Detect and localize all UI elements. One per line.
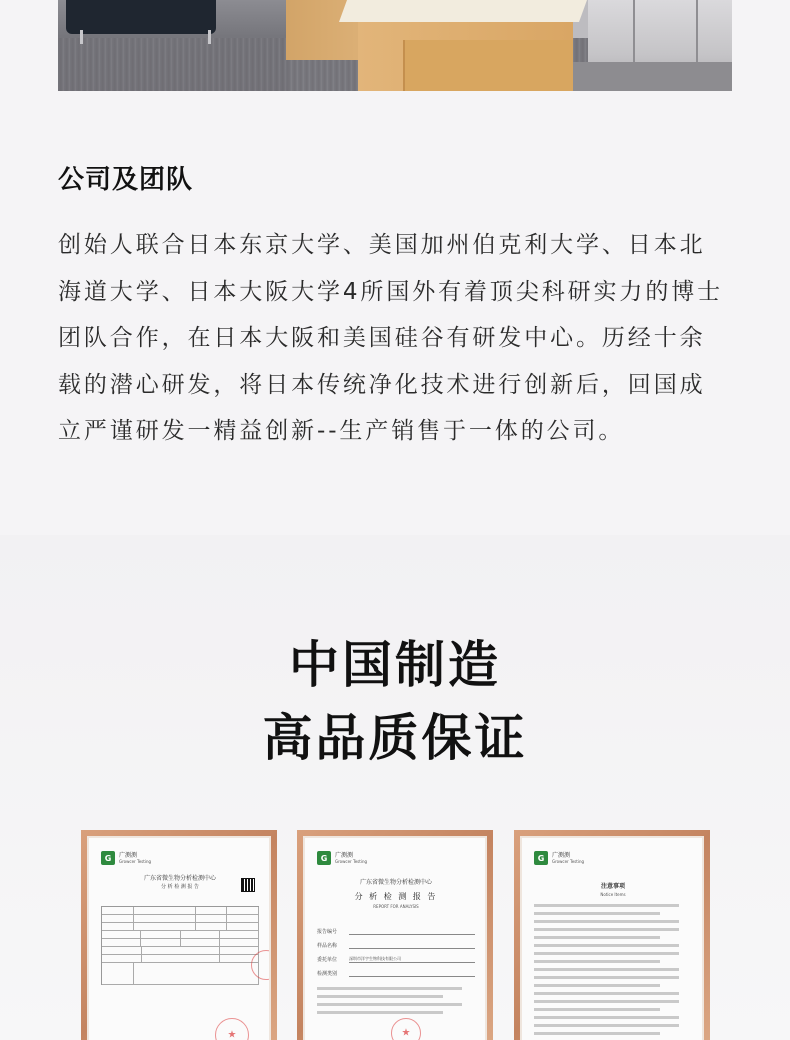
logo-name-en: Growcer Testing: [552, 859, 585, 864]
red-seal-icon: ★: [391, 1018, 421, 1040]
photo-sofa-leg: [208, 30, 211, 44]
quality-title-line2: 高品质保证: [262, 709, 528, 767]
company-description: [58, 222, 738, 455]
certificate-logo: [101, 850, 259, 866]
description-line: 团队合作，在日本大阪和美国硅谷有研发中心。历经十余: [58, 325, 706, 351]
certificate-table: [101, 906, 259, 985]
certificate-title: 分 析 检 测 报 告: [161, 884, 199, 890]
certificate-frame-3[interactable]: [514, 830, 710, 1040]
photo-sofa-leg: [80, 30, 83, 44]
photo-floor: [573, 62, 732, 91]
certificate-frame-2[interactable]: [297, 830, 493, 1040]
gt-logo-icon: G: [317, 851, 331, 865]
field-test-type: 检测类别: [317, 968, 475, 977]
description-line: 立严谨研发一精益创新--生产销售于一体的公司。: [58, 418, 625, 444]
field-applicant: 委托单位 深圳市洋宇生物科技有限公司: [317, 954, 475, 963]
certificate-org: 广东省微生物分析检测中心: [359, 879, 432, 886]
certificate-org: 广东省微生物分析检测中心: [143, 875, 216, 882]
photo-desk-front: [403, 40, 573, 91]
description-line: 创始人联合日本东京大学、美国加州伯克利大学、日本北: [58, 232, 706, 258]
photo-sofa: [66, 0, 216, 34]
photo-desk-top: [339, 0, 587, 22]
gt-logo-icon: G: [101, 851, 115, 865]
notice-title-en: Notice Items: [600, 892, 626, 897]
office-photo: [58, 0, 732, 91]
notice-title: 注意事项: [600, 883, 625, 890]
field-report-no: 报告编号: [317, 926, 475, 935]
certificate-paper: [87, 836, 271, 1040]
qr-code-icon: [241, 878, 255, 892]
gt-logo-icon: G: [534, 851, 548, 865]
company-section-title: 公司及团队: [58, 165, 194, 195]
certificate-title-en: REPORT FOR ANALYSIS: [373, 904, 419, 909]
logo-name-cn: 广测测: [335, 852, 354, 859]
field-sample-name: 样品名称: [317, 940, 475, 949]
description-line: 载的潜心研发，将日本传统净化技术进行创新后，回国成: [58, 371, 706, 398]
certificate-logo: [534, 850, 692, 866]
certificate-frame-1[interactable]: [81, 830, 277, 1040]
description-line: 海道大学、日本大阪大学4所国外有着顶尖科研实力的博士: [58, 278, 724, 305]
notice-text-lines: [534, 904, 692, 1040]
logo-name-cn: 广测测: [119, 852, 138, 859]
certificate-logo: [317, 850, 475, 866]
certificate-paper: [303, 836, 487, 1040]
quality-title-line1: 中国制造: [289, 636, 501, 694]
logo-name-cn: 广测测: [552, 852, 571, 859]
certificate-title: 分 析 检 测 报 告: [354, 892, 438, 901]
logo-name-en: Growcer Testing: [335, 859, 368, 864]
red-seal-icon: ★: [215, 1018, 249, 1040]
logo-name-en: Growcer Testing: [119, 859, 152, 864]
certificate-paper: [520, 836, 704, 1040]
